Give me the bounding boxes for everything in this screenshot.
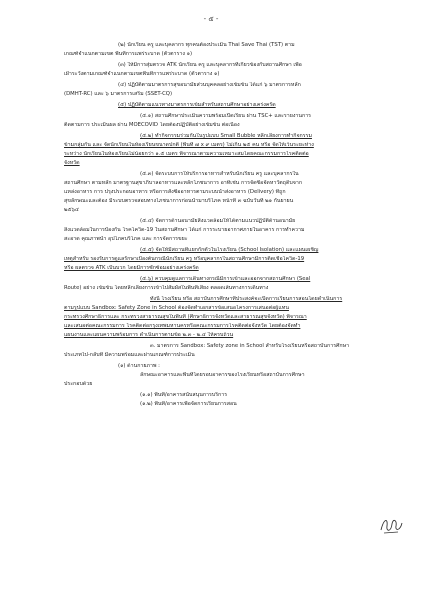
text-line: หรือ ผลตรวจ ATK เป็นบวก โดยมีการซักซ้อมอย่างเคร่งครัด — [64, 265, 199, 271]
text-line: เหตุสำหรับ รองรับการดูแลรักษาเบื้องต้นกรณีนักเรียน ครู หรือบุคลากรในสถานศึกษามีการติดเชื้อโควิด-19 — [64, 256, 305, 262]
text-line: สะอาด คุณภาพน้ำ อุปโภคบริโภค และ การจัดการขยะ — [64, 236, 188, 242]
page-number: - ๕ - — [203, 15, 219, 23]
text-line: ๓. มาตรการ Sandbox: Safety zone in School สำหรับโรงเรียนหรือสถาบันการศึกษา — [150, 343, 350, 349]
text-line: แผนงานและแผนความพร้อมการ ดำเนินการตามข้อ ๒.๓ - ๒.๔ ให้ครบถ้วน — [64, 332, 234, 338]
text-line: สถานศึกษา ตามหลัก มาตรฐานสุขาภิบาลอาหารและหลักโภชนาการ อาทิเช่น การจัดซื้อจัดหาวัตถุดิบจาก — [64, 180, 303, 186]
text-line: ระหว่าง นักเรียนในห้องเรียนไม่น้อยกว่า ๑.๕ เมตร พิจารณาตามความเหมาะสมโดยคณะกรรมการโรคติดต่อ — [64, 151, 309, 157]
text-line: (๒) นักเรียน ครู และบุคลากร ทุกคนต้องประเมิน Thai Save Thai (TST) ตาม — [118, 42, 295, 48]
text-line: (๕.๔) จัดการด้านอนามัยสิ่งแวดล้อมให้ได้ตามแนวปฏิบัติด้านอนามัย — [140, 218, 296, 224]
text-line: (๕.๕) จัดให้มีสถานที่แยกกักตัวในโรงเรียน (School Isolation) และแผนเผชิญ — [140, 247, 319, 253]
text-line: (๑) ด้านกายภาพ : — [118, 363, 160, 369]
text-line: (๕) ปฏิบัติตามแนวทางมาตรการเข้มสำหรับสถานศึกษาอย่างเคร่งครัด — [118, 102, 276, 108]
text-line: (๔) ปฏิบัติตามมาตรการสุขอนามัยส่วนบุคคลอย่างเข้มข้น ได้แก่ ๖ มาตรการหลัก — [118, 82, 301, 88]
text-line: ๒๕๖๔ — [64, 207, 79, 213]
signature-icon — [378, 514, 404, 536]
text-line: (๕.๒) ทำกิจกรรมร่วมกันในรูปแบบ Small Bubble หลีกเลี่ยงการทำกิจกรรม — [140, 133, 312, 139]
text-line: กระทรวงศึกษาธิการและ กระทรวงสาธารณสุขในพื้นที่ (ศึกษาธิการจังหวัดและสาธารณสุขจังหวัด) พิจารณา — [64, 314, 307, 320]
text-line: (๑.๒) พื้นที่/อาคารเพื่อจัดการเรียนการสอน — [140, 401, 237, 407]
text-line: ประกอบด้วย — [64, 381, 93, 387]
text-line: (๓) ให้มีการสุ่มตรวจ ATK นักเรียน ครู และบุคลากรที่เกี่ยวข้องกับสถานศึกษา เพื่อ — [118, 62, 302, 68]
text-line: Route) อย่าง เข้มข้น โดยหลีกเลี่ยงการเข้าไปสัมผัสในพื้นที่เสี่ยง ตลอดเส้นทางการเดินทาง — [64, 285, 269, 291]
text-line: ทั้งนี้ โรงเรียน หรือ สถาบันการศึกษาที่ประสงค์จะเปิดการเรียนการสอนโดยดำเนินการ — [150, 296, 343, 302]
text-line: และเสนอต่อคณะกรรมการ โรคติดต่อกรุงเทพมหานครหรือคณะกรรมการโรคติดต่อจังหวัด โดยต้องจัดทำ — [64, 323, 301, 329]
text-line: ติดตามการ ประเมินผล ผ่าน MOECOVID โดยต้องปฏิบัติอย่างเข้มข้น ต่อเนื่อง — [64, 122, 240, 128]
text-line: ประเภทไป-กลับที่ มีความพร้อมและผ่านเกณฑ์การประเมิน — [64, 352, 195, 358]
text-line: (DMHT-RC) และ ๖ มาตรการเสริม (SSET-CQ) — [64, 91, 173, 97]
text-line: เกณฑ์จำแนกตามเขต พื้นที่การแพร่ระบาด (ตัวตาราง ๑) — [64, 51, 193, 57]
text-line: เฝ้าระวังตามเกณฑ์จำแนกตามเขตพื้นที่การแพร่ระบาด (ตัวตาราง ๑) — [64, 71, 220, 77]
text-line: สิ่งแวดล้อมในการป้องกัน โรคโควิด-19 ในสถานศึกษา ได้แก่ การระบายอากาศภายในอาคาร การทำความ — [64, 227, 305, 233]
text-line: ตามรูปแบบ Sandbox: Safety Zone in School ต้องจัดทำเอกสารข้อเสนอโครงการเสนอต่อผู้แทน — [64, 305, 289, 311]
text-line: (๕.๖) ควบคุมดูแลการเดินทางกรณีมีการเข้าและออกจากสถานศึกษา (Seal — [140, 276, 311, 282]
text-line: จังหวัด — [64, 160, 80, 166]
text-line: (๑.๑) พื้นที่/อาคารสนับสนุนการบริการ — [140, 392, 228, 398]
text-line: (๕.๓) จัดระบบการให้บริการอาหารสำหรับนักเรียน ครู และบุคลากรใน — [140, 171, 299, 177]
text-line: สุขลักษณะและต้อง มีระบบตรวจสอบทางโภชนาการก่อนนำมาบริโภค หน้าที่ ๓ ฉบับวันที่ ๒๑ กันยายน — [64, 198, 294, 204]
text-line: ลักษณะอาคารและพื้นที่โดยรอบอาคารของโรงเรียนหรือสถาบันการศึกษา — [140, 372, 305, 378]
text-line: ข้ามกลุ่มกัน และ จัดนักเรียนในห้องเรียนขนาดปกติ (พื้นที่ ๗ x ๙ เมตร) ไม่เกิน ๒๕ คน หรือ จัดให้เว้นระยะห่าง — [64, 142, 314, 148]
text-line: แหล่งอาหาร การ ปรุงประกอบอาหาร หรือการสั่งซื้ออาหารตามระบบนำส่งอาหาร (Delivery) ที่ถูก — [64, 189, 286, 195]
text-line: (๕.๑) สถานศึกษาประเมินความพร้อมเปิดเรียน ผ่าน TSC+ และรายงานการ — [140, 113, 312, 119]
